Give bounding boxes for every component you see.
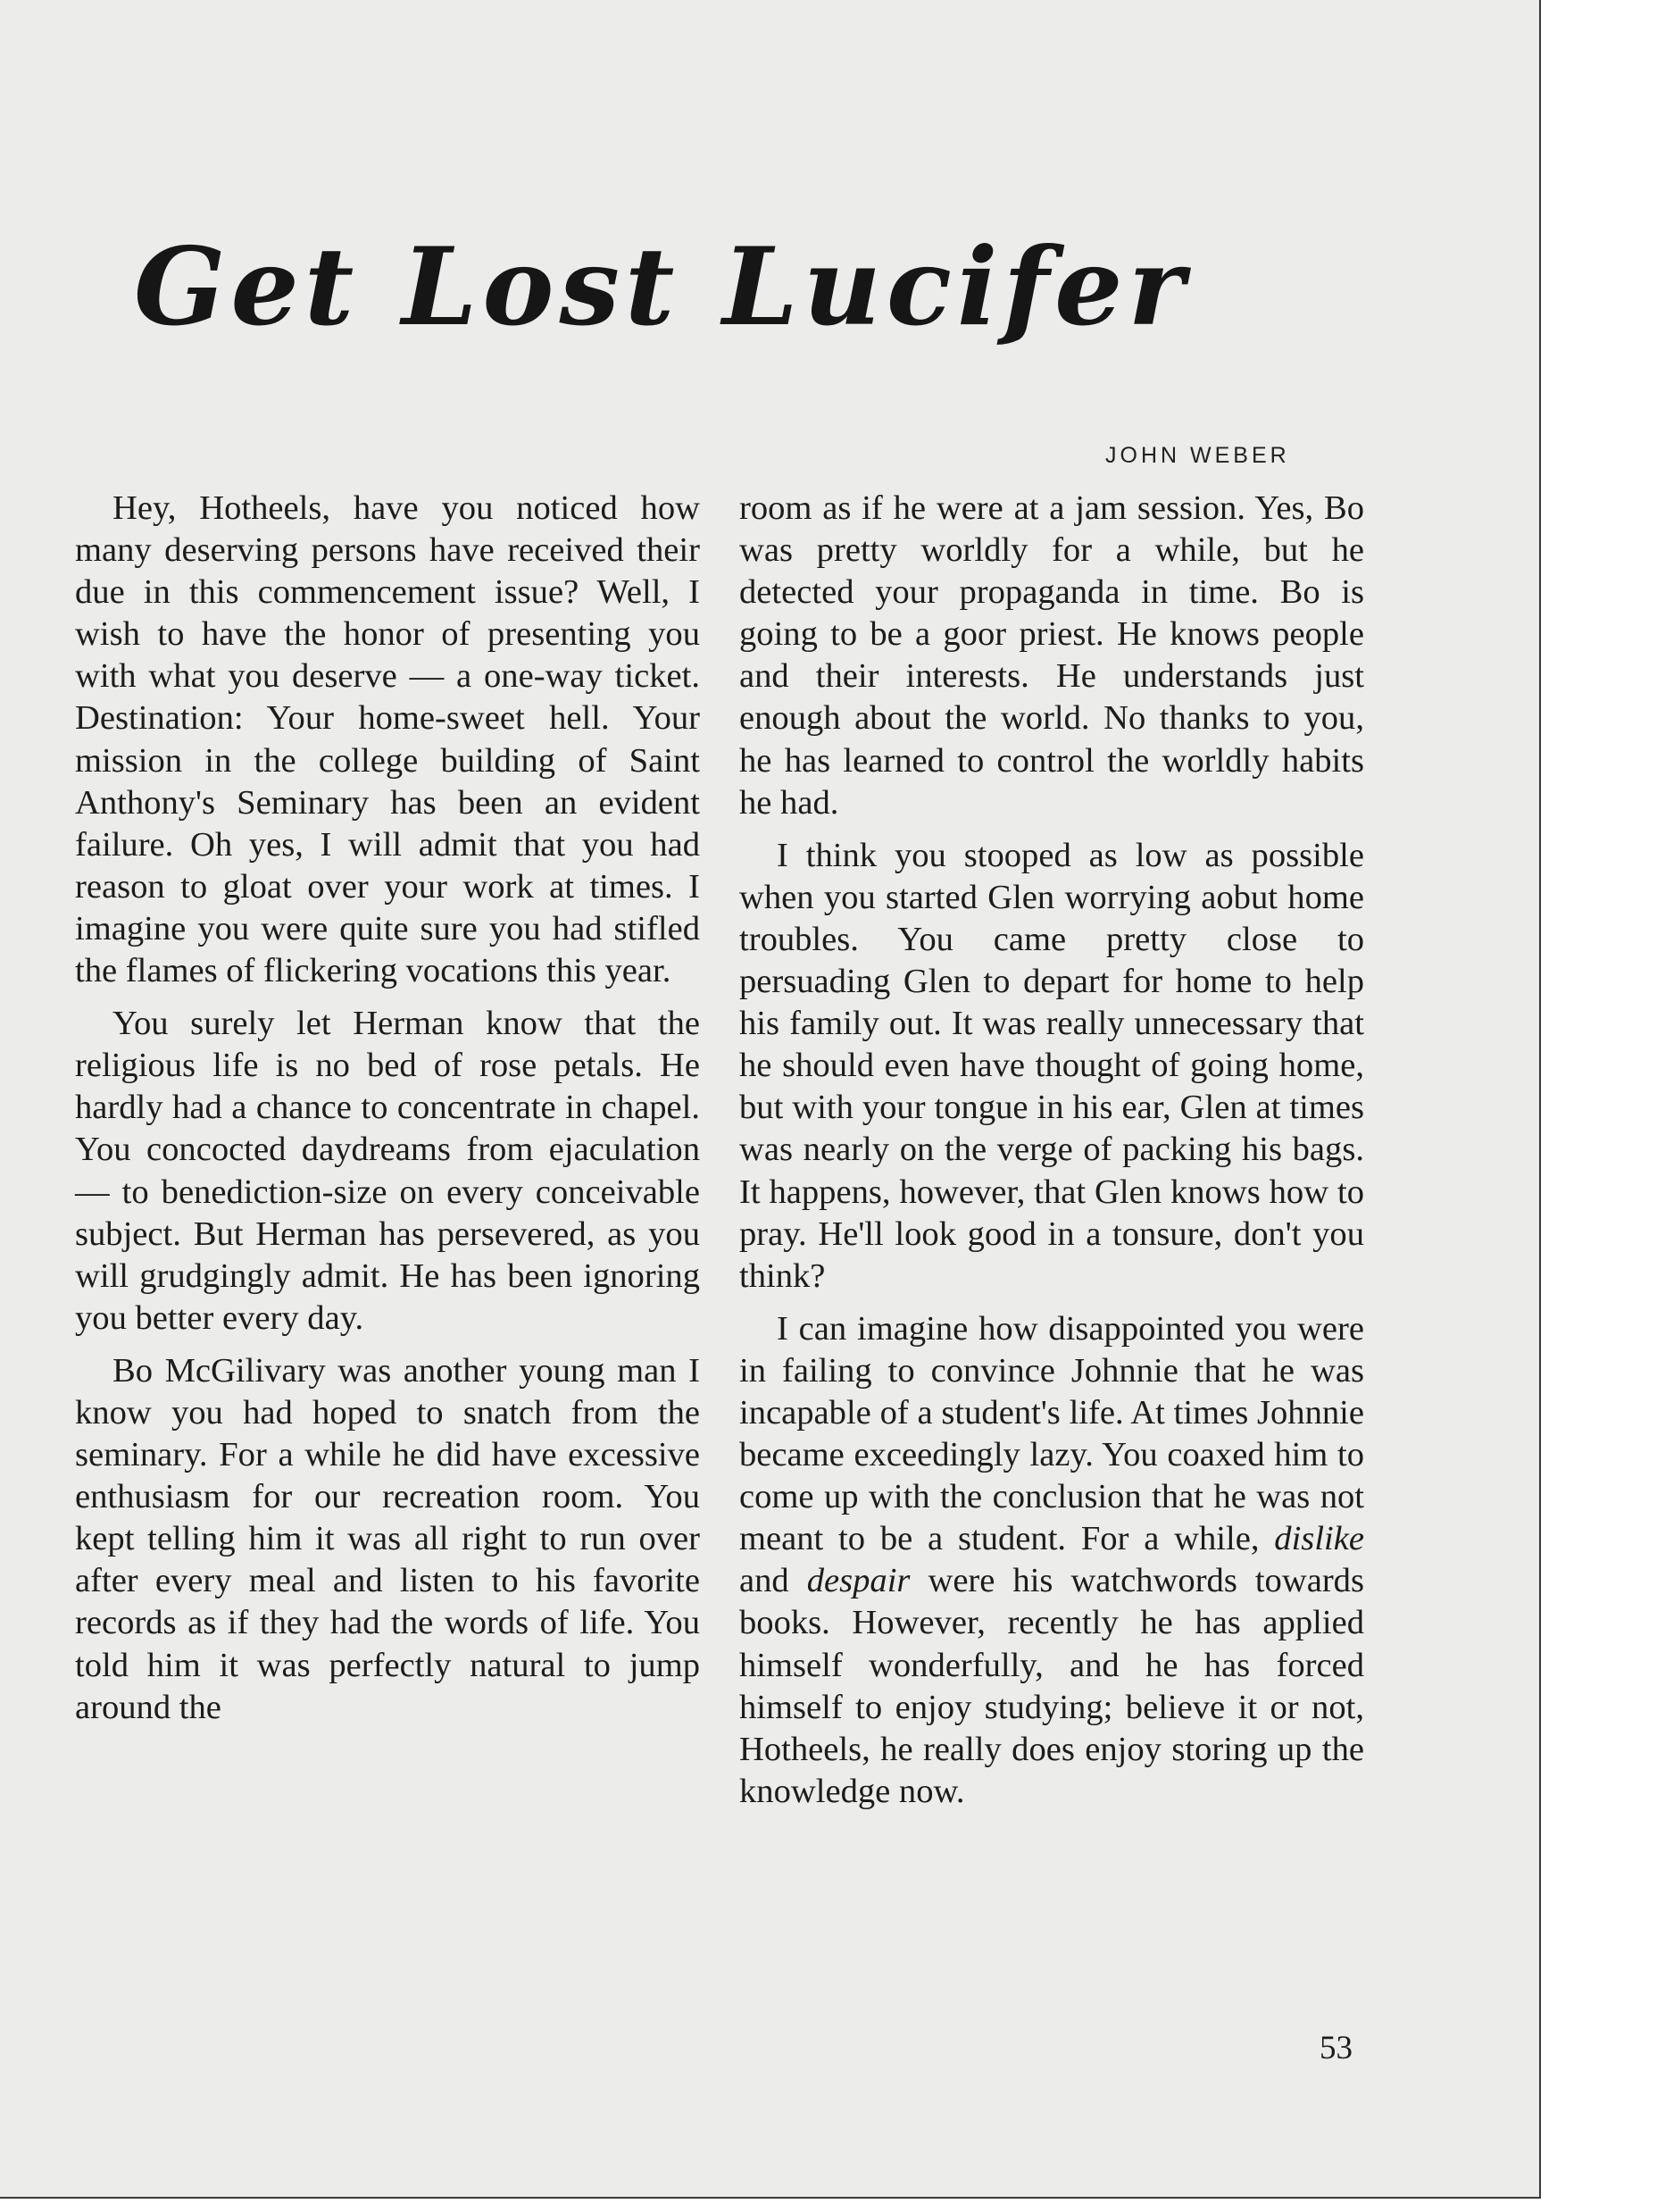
paragraph	[739, 1308, 1364, 1813]
paragraph-text: were his watchwords towards books. However, recently he has applied himself wonderfully, and he has forced himself to enjoy studying; believe it or not, Hotheels, he really does enjoy storing up the knowledge now.	[739, 1562, 1364, 1810]
paragraph: Hey, Hotheels, have you noticed how many deserving persons have received their due in this commencement issue? Well, I wish to have the honor of presenting you with what you deserve — a one-way ticket. Destination: Your home-sweet hell. Your mission in the college building of Saint Anthony's Seminary has been an evident failure. Oh yes, I will admit that you had reason to gloat over your work at times. I imagine you were quite sure you had stifled the flames of flickering vocations this year.	[75, 489, 700, 990]
paragraph-text: and	[739, 1562, 807, 1600]
paragraph-continued: room as if he were at a jam session. Yes, Bo was pretty worldly for a while, but he detected your propaganda in time. Bo is going to be a goor priest. He knows people and their interests. He understands just enough about the world. No thanks to you, he has learned to control the worldly habits he had.	[739, 489, 1364, 822]
author-byline: JOHN WEBER	[1105, 443, 1290, 468]
paragraph: Bo McGilivary was another young man I know you had hoped to snatch from the seminary. For a while he did have excessive enthusiasm for our recreation room. You kept telling him it was all right to run over after every meal and listen to his favorite records as if they had the words of life. You told him it was perfectly natural to jump around the	[75, 1351, 700, 1726]
emphasis-despair: despair	[806, 1562, 911, 1600]
emphasis-dislike: dislike	[1274, 1520, 1364, 1558]
article-title: Get Lost Lucifer	[134, 224, 1190, 350]
left-column	[75, 488, 700, 1740]
right-column	[739, 488, 1364, 1824]
paragraph: You surely let Herman know that the religious life is no bed of rose petals. He hardly had a chance to concentrate in chapel. You concocted daydreams from ejaculation — to benediction-size on every conceivable subject. But Herman has persevered, as you will grudgingly admit. He has been ignoring you better every day.	[75, 1005, 700, 1337]
paragraph: I think you stooped as low as possible when you started Glen worrying aobut home troubles. You came pretty close to persuading Glen to depart for home to help his family out. It was really unnecessary that he should even have thought of going home, but with your tongue in his ear, Glen at times was nearly on the verge of packing his bags. It happens, however, that Glen knows how to pray. He'll look good in a tonsure, don't you think?	[739, 836, 1364, 1295]
page-number: 53	[1320, 2030, 1353, 2066]
paragraph-text: I can imagine how disappointed you were in failing to convince Johnnie that he was incapable of a student's life. At times Johnnie became exceedingly lazy. You coaxed him to come up with the conclusion that he was not meant to be a student. For a while,	[739, 1309, 1364, 1558]
